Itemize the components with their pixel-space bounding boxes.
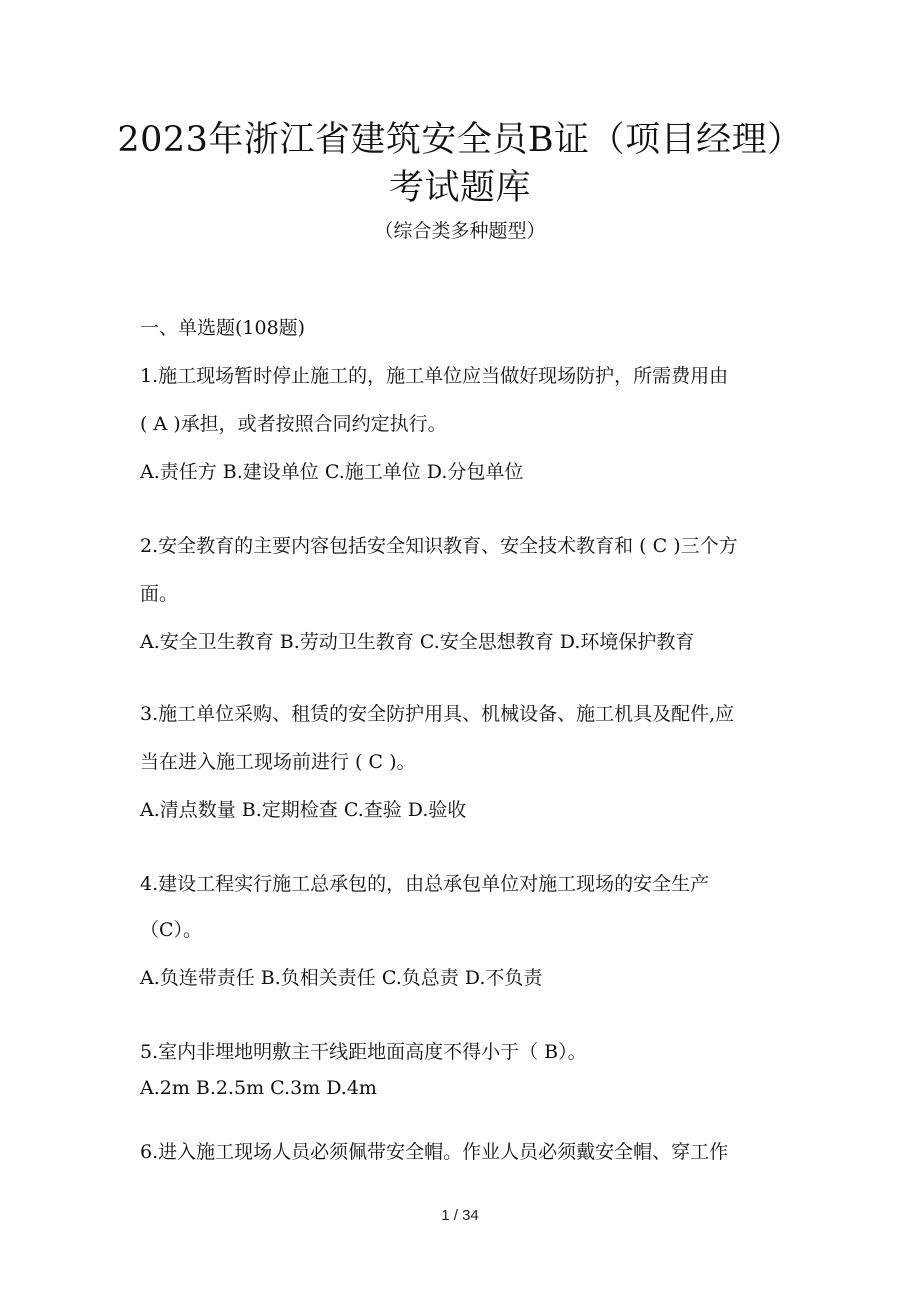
section-heading: 一、单选题(108题) [140, 317, 306, 339]
question-3-stem-line-2: 当在进入施工现场前进行 ( C )。 [140, 751, 416, 773]
question-3-stem-line-1: 3.施工单位采购、租赁的安全防护用具、机械设备、施工机具及配件,应 [140, 703, 735, 725]
question-2-stem-line-2: 面。 [140, 583, 179, 605]
document-title-line-2: 考试题库 [388, 168, 531, 208]
question-3-options: A.清点数量 B.定期检查 C.查验 D.验收 [140, 799, 467, 821]
page-indicator: 1 / 34 [441, 1207, 479, 1224]
question-5-stem-line-1: 5.室内非埋地明敷主干线距地面高度不得小于（ B）。 [140, 1041, 587, 1063]
question-1-stem-line-1: 1.施工现场暂时停止施工的，施工单位应当做好现场防护，所需费用由 [140, 365, 729, 387]
document-title-line-1: 2023年浙江省建筑安全员B证（项目经理） [117, 120, 803, 160]
question-1-options: A.责任方 B.建设单位 C.施工单位 D.分包单位 [140, 461, 524, 483]
question-4-options: A.负连带责任 B.负相关责任 C.负总责 D.不负责 [140, 967, 543, 989]
question-4-stem-line-1: 4.建设工程实行施工总承包的，由总承包单位对施工现场的安全生产 [140, 873, 710, 895]
question-2-options: A.安全卫生教育 B.劳动卫生教育 C.安全思想教育 D.环境保护教育 [140, 631, 695, 653]
document-subtitle: （综合类多种题型） [374, 220, 546, 242]
question-1-stem-line-2: ( A )承担，或者按照合同约定执行。 [140, 413, 447, 435]
question-2-stem-line-1: 2.安全教育的主要内容包括安全知识教育、安全技术教育和 ( C )三个方 [140, 535, 738, 557]
question-6-stem-line-1: 6.进入施工现场人员必须佩带安全帽。作业人员必须戴安全帽、穿工作 [140, 1141, 729, 1163]
question-5-options: A.2m B.2.5m C.3m D.4m [140, 1077, 377, 1099]
question-4-stem-line-2: （C）。 [140, 919, 203, 941]
